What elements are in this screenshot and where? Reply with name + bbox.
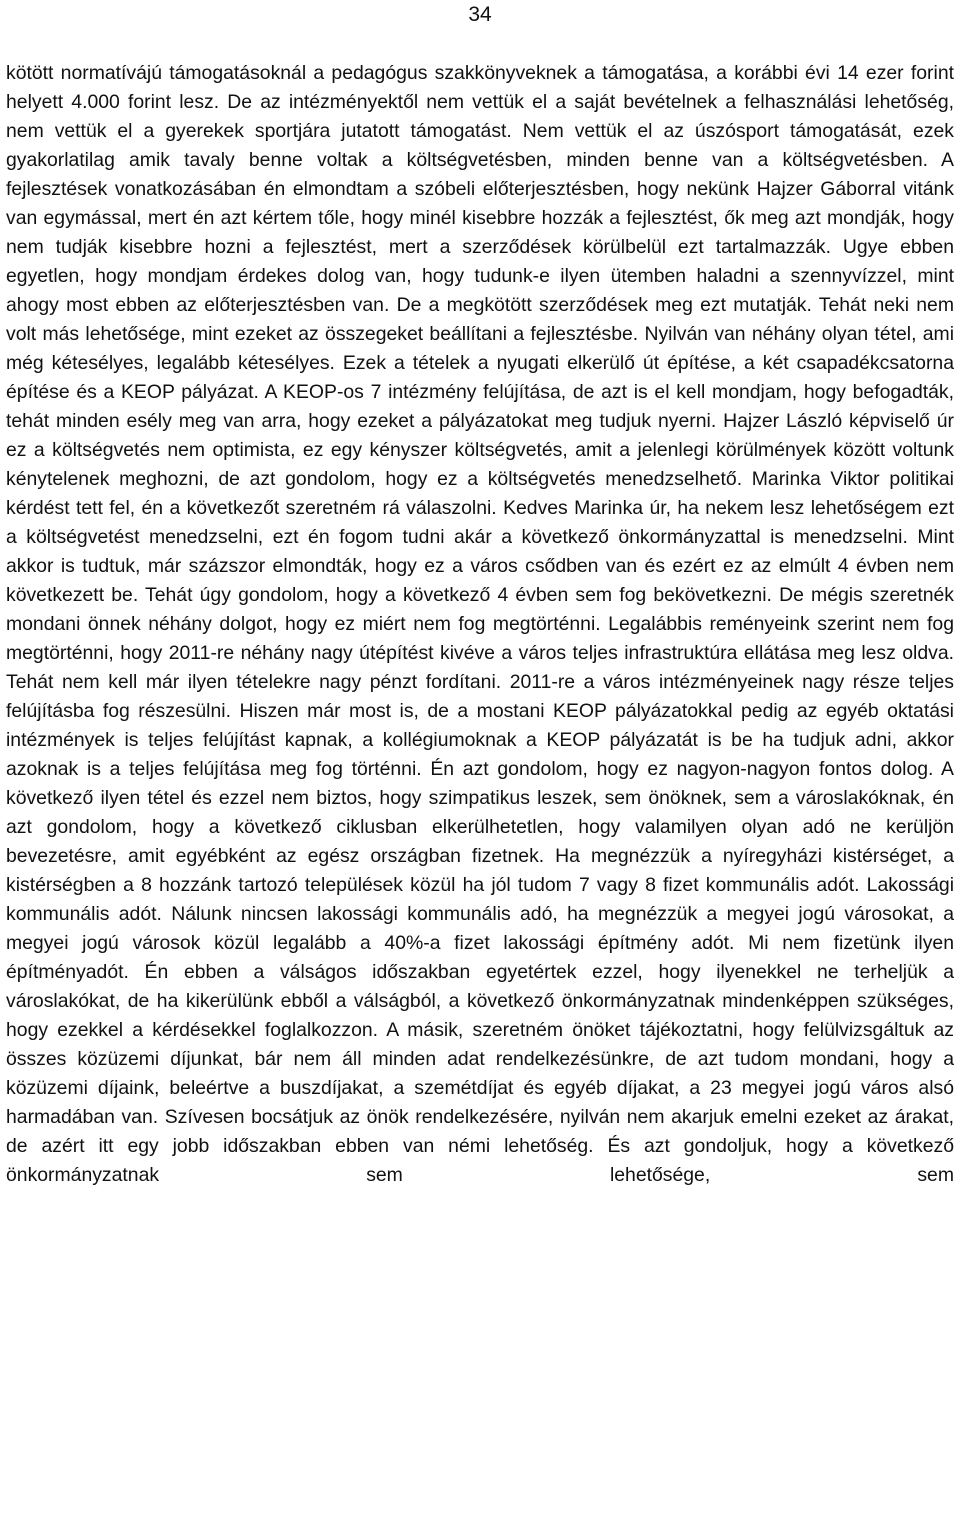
page-number: 34: [468, 3, 492, 26]
body-paragraph: kötött normatívájú támogatásoknál a pedagógus szakkönyveknek a támogatása, a korábbi évi 14 ezer forint helyett 4.000 forint lesz. De az intézményektől nem vettük el a saját bevételnek a felhasználási lehetőség, nem vettük el a gyerekek sportjára jutatott támogatást. Nem vettük el az úszósport támogatását, ezek gyakorlatilag amik tavaly benne voltak a költségvetésben, minden benne van a költségvetésben. A fejlesztések vonatkozásában én elmondtam a szóbeli előterjesztésben, hogy nekünk Hajzer Gáborral vitánk van egymással, mert én azt kértem tőle, hogy minél kisebbre hozzák a fejlesztést, ők meg azt mondják, hogy nem tudják kisebbre hozni a fejlesztést, mert a szerződések körülbelül ezt tartalmazzák. Ugye ebben egyetlen, hogy mondjam érdekes dolog van, hogy tudunk-e ilyen ütemben haladni a szennyvízzel, mint ahogy most ebben az előterjesztésben van. De a megkötött szerződések meg ezt mutatják. Tehát neki nem volt más lehetősége, mint ezeket az összegeket beállítani a fejlesztésbe. Nyilván van néhány olyan tétel, ami még kétesélyes, legalább kétesélyes. Ezek a tételek a nyugati elkerülő út építése, a két csapadékcsatorna építése és a KEOP pályázat. A KEOP-os 7 intézmény felújítása, de azt is el kell mondjam, hogy befogadták, tehát minden esély meg van arra, hogy ezeket a pályázatokat meg tudjuk nyerni. Hajzer László képviselő úr ez a költségvetés nem optimista, ez egy kényszer költségvetés, amit a jelenlegi körülmények között voltunk kénytelenek meghozni, de azt gondolom, hogy ez a költségvetés menedzselhető. Marinka Viktor politikai kérdést tett fel, én a következőt szeretném rá válaszolni. Kedves Marinka úr, ha nekem lesz lehetőségem ezt a költségvetést menedzselni, ezt én fogom tudni akár a következő önkormányzattal is menedzselni. Mint akkor is tudtuk, már százszor elmondták, hogy ez a város csődben van és ezért ez az elmúlt 4 évben nem következett be. Tehát úgy gondolom, hogy a következő 4 évben sem fog bekövetkezni. De mégis szeretnék mondani önnek néhány dolgot, hogy ez miért nem fog megtörténni. Legalábbis reményeink szerint nem fog megtörténni, hogy 2011-re néhány nagy útépítést kivéve a város teljes infrastruktúra ellátása meg lesz oldva. Tehát nem kell már ilyen tételekre nagy pénzt fordítani. 2011-re a város intézményeinek nagy része teljes felújításba fog részesülni. Hiszen már most is, de a mostani KEOP pályázatokkal pedig az egyéb oktatási intézmények is teljes felújítást kapnak, a kollégiumoknak a KEOP pályázatát is be ha tudjuk adni, akkor azoknak is a teljes felújítása meg fog történni. Én azt gondolom, hogy ez nagyon-nagyon fontos dolog. A következő ilyen tétel és ezzel nem biztos, hogy szimpatikus leszek, sem önöknek, sem a városlakóknak, én azt gondolom, hogy a következő ciklusban elkerülhetetlen, hogy valamilyen olyan adó ne kerüljön bevezetésre, amit egyébként az egész országban fizetnek. Ha megnézzük a nyíregyházi kistérséget, a kistérségben a 8 hozzánk tartozó települések közül ha jól tudom 7 vagy 8 fizet kommunális adót. Lakossági kommunális adót. Nálunk nincsen lakossági kommunális adó, ha megnézzük a megyei jogú városokat, a megyei jogú városok közül legalább a 40%-a fizet lakossági építmény adót. Mi nem fizetünk ilyen építményadót. Én ebben a válságos időszakban egyetértek ezzel, hogy ilyenekkel ne terheljük a városlakókat, de ha kikerülünk ebből a válságból, a következő önkormányzatnak mindenképpen szükséges, hogy ezekkel a kérdésekkel foglalkozzon. A másik, szeretném önöket tájékoztatni, hogy felülvizsgáltuk az összes közüzemi díjunkat, bár nem áll minden adat rendelkezésünkre, de azt tudom mondani, hogy a közüzemi díjaink, beleértve a buszdíjakat, a szemétdíjat és egyéb díjakat, a 23 megyei jogú város alsó harmadában van. Szívesen bocsátjuk az önök rendelkezésére, nyilván nem akarjuk emelni ezeket az árakat, de azért itt egy jobb időszakban ebben van némi lehetőség. És azt gondoljuk, hogy a következő önkormányzatnak sem lehetősége, sem: [6, 62, 954, 1186]
